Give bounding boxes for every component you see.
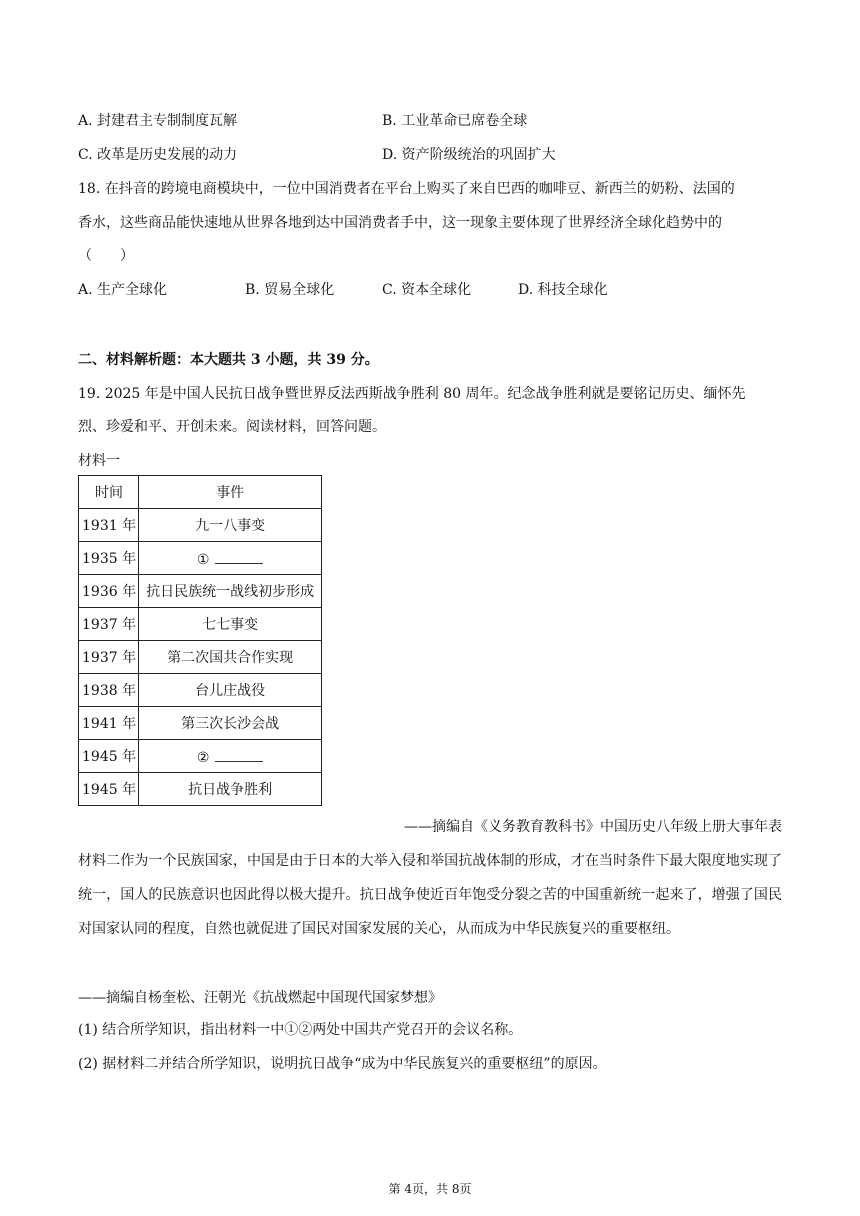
table-row — [79, 575, 322, 608]
material2-source: ——摘编自杨奎松、汪朝光《抗战燃起中国现代国家梦想》 — [78, 990, 442, 1006]
table-source: ——摘编自《义务教育教科书》中国历史八年级上册大事年表 — [404, 819, 782, 835]
row-year: 1945 年 — [79, 773, 139, 806]
blank-marker: ② — [196, 749, 210, 766]
events-table — [78, 475, 322, 806]
row-event-blank — [139, 542, 322, 575]
row-event-blank — [139, 740, 322, 773]
row-year: 1938 年 — [79, 674, 139, 707]
q17-option-a: A. 封建君主专制制度瓦解 — [78, 113, 238, 129]
fill-blank-line — [215, 549, 263, 564]
table-row — [79, 773, 322, 806]
table-row — [79, 740, 322, 773]
row-event: 七七事变 — [139, 608, 322, 641]
q18-option-c: C. 资本全球化 — [382, 282, 472, 298]
row-year: 1936 年 — [79, 575, 139, 608]
table-row — [79, 542, 322, 575]
row-event: 九一八事变 — [139, 509, 322, 542]
row-event: 抗日战争胜利 — [139, 773, 322, 806]
row-year: 1935 年 — [79, 542, 139, 575]
table-row — [79, 674, 322, 707]
q19-subquestion-2: (2) 据材料二并结合所学知识，说明抗日战争“成为中华民族复兴的重要枢纽”的原因。 — [78, 1056, 607, 1072]
row-event: 第三次长沙会战 — [139, 707, 322, 740]
q18-stem-line1: 18. 在抖音的跨境电商模块中，一位中国消费者在平台上购买了来自巴西的咖啡豆、新西兰的奶粉、法国的 — [78, 181, 735, 197]
page-footer: 第 4页，共 8页 — [388, 1182, 472, 1196]
q19-subquestion-1: (1) 结合所学知识，指出材料一中①②两处中国共产党召开的会议名称。 — [78, 1022, 523, 1038]
blank-marker: ① — [196, 551, 210, 568]
table-header-row — [79, 476, 322, 509]
q18-answer-bracket: （ ） — [78, 248, 134, 264]
table-row — [79, 641, 322, 674]
header-time: 时间 — [79, 476, 139, 509]
row-year: 1937 年 — [79, 641, 139, 674]
row-year: 1941 年 — [79, 707, 139, 740]
q18-stem-line2: 香水，这些商品能快速地从世界各地到达中国消费者手中，这一现象主要体现了世界经济全球化趋势中的 — [78, 215, 722, 231]
q17-option-d: D. 资产阶级统治的巩固扩大 — [382, 147, 556, 163]
row-year: 1931 年 — [79, 509, 139, 542]
header-event: 事件 — [139, 476, 322, 509]
material2-text: 材料二作为一个民族国家，中国是由于日本的大举入侵和举国抗战体制的形成，才在当时条件下最大限度地实现了统一，国人的民族意识也因此得以极大提升。抗日战争使近百年饱受分裂之苦的中国重新统一起来了，增强了国民对国家认同的程度，自然也就促进了国民对国家发展的关心，从而成为中华民族复兴的重要枢纽。 — [78, 853, 782, 937]
section-heading: 二、材料解析题：本大题共 3 小题，共 39 分。 — [78, 352, 379, 368]
q19-intro-line2: 烈、珍爱和平、开创未来。阅读材料，回答问题。 — [78, 419, 386, 435]
fill-blank-line — [215, 747, 263, 762]
row-event: 第二次国共合作实现 — [139, 641, 322, 674]
q18-option-d: D. 科技全球化 — [518, 282, 608, 298]
row-year: 1945 年 — [79, 740, 139, 773]
material1-label: 材料一 — [78, 453, 120, 469]
q17-option-c: C. 改革是历史发展的动力 — [78, 147, 238, 163]
row-event: 台儿庄战役 — [139, 674, 322, 707]
table-row — [79, 608, 322, 641]
table-row — [79, 509, 322, 542]
q19-intro-line1: 19. 2025 年是中国人民抗日战争暨世界反法西斯战争胜利 80 周年。纪念战争胜利就是要铭记历史、缅怀先 — [78, 386, 746, 402]
q18-option-b: B. 贸易全球化 — [245, 282, 335, 298]
row-year: 1937 年 — [79, 608, 139, 641]
q18-option-a: A. 生产全球化 — [78, 282, 168, 298]
table-row — [79, 707, 322, 740]
row-event: 抗日民族统一战线初步形成 — [139, 575, 322, 608]
q17-option-b: B. 工业革命已席卷全球 — [382, 113, 528, 129]
